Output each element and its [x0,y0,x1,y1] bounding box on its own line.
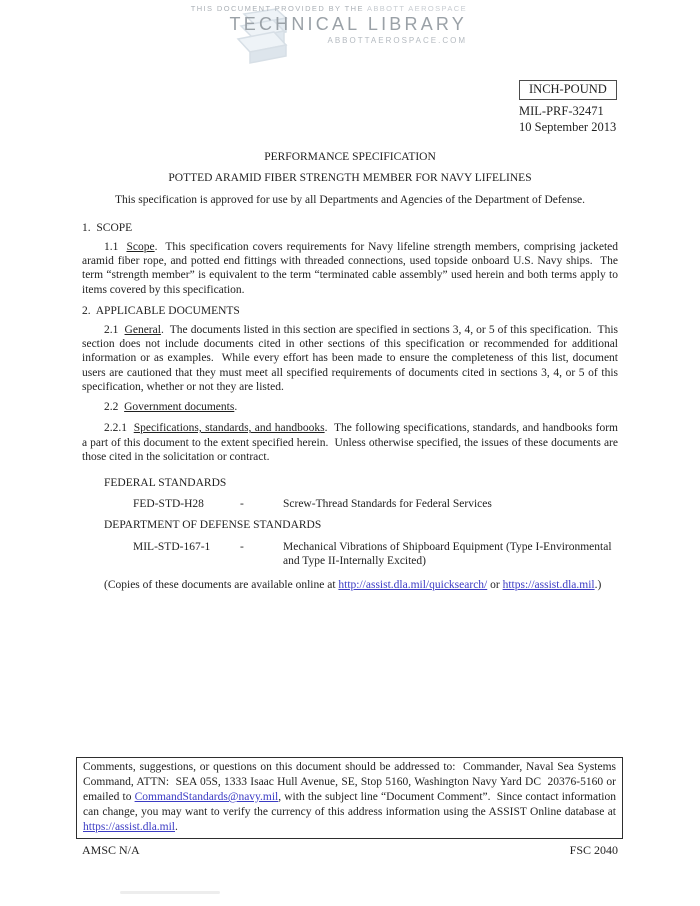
comment-text-before-email: Comments, suggestions, or questions on this document should be addressed to: Commander, Naval Sea Systems Command, ATTN: SEA 05S, 1333 Isaac Hull Avenue, SE, Stop 5160, Washington Navy Yard DC 20376-5160 or emailed to [83,761,619,803]
para-number: 2.1 [104,323,125,336]
availability-conjunction: or [487,579,503,592]
para-number: 1.1 [104,240,127,253]
standard-name: FED-STD-H28 [133,497,204,510]
watermark-provided-line [191,4,467,13]
para-number: 2.2.1 [104,422,134,435]
comment-box [76,757,623,839]
comment-closing-period: . [175,821,178,833]
standard-row-mil-std-167-1 [133,540,618,569]
footer-row [82,843,618,858]
standard-title: Mechanical Vibrations of Shipboard Equipment (Type I-Environmental and Type II-Internally Excited) [283,540,612,567]
footer-amsc: AMSC N/A [82,843,140,857]
para-body-text: . The following specifications, standards, and handbooks form a part of this document to the extent specified herein. Unless otherwise specified, the issues of these documents are those cited in the solicitation or contract. [82,422,621,463]
availability-prefix: (Copies of these documents are available online at [104,579,339,592]
standard-row-fed-std-h28 [133,497,618,511]
para-lead-underlined: Specifications, standards, and handbooks [133,422,325,435]
para-body-text: . The documents listed in this section are specified in sections 3, 4, or 5 of this specification. This section does not include documents cited in other sections of this specification or recommended for additional information or as examples. While every effort has been made to ensure the completeness of this list, document users are cautioned that they must meet all specified requirements of documents cited in sections 3, 4, or 5 of this specification, whether or not they are listed. [82,323,621,394]
standard-separator: - [240,497,244,510]
assist-database-link[interactable]: https://assist.dla.mil [83,821,176,833]
standard-title: Screw-Thread Standards for Federal Services [283,497,492,510]
document-number: MIL-PRF-32471 [519,103,604,118]
document-title: POTTED ARAMID FIBER STRENGTH MEMBER FOR NAVY LIFELINES [168,172,532,185]
footer-fsc: FSC 2040 [569,843,618,857]
watermark-library-title: TECHNICAL LIBRARY [229,14,467,34]
email-link[interactable]: CommandStandards@navy.mil [134,791,279,803]
para-body-text: . [234,400,238,413]
approval-statement: This specification is approved for use by all Departments and Agencies of the Department of Defense. [114,193,586,206]
scan-artifact [120,891,220,894]
quicksearch-link[interactable]: http://assist.dla.mil/quicksearch/ [338,579,488,592]
assist-link[interactable]: https://assist.dla.mil [502,579,595,592]
para-number: 2.2 [104,400,125,413]
paragraph-government-documents [82,400,618,414]
federal-standards-heading: FEDERAL STANDARDS [104,477,227,490]
para-lead-underlined: Government documents [124,400,235,413]
section-heading-scope: 1. SCOPE [82,222,133,235]
paragraph-specs-standards-handbooks [82,421,621,464]
document-id-block [519,80,617,134]
standard-name: MIL-STD-167-1 [133,540,211,553]
spec-type-title: PERFORMANCE SPECIFICATION [264,151,436,163]
comment-text-after-email: , with the subject line “Document Comment”. Since contact information can change, you may want to verify the currency of this address information using the ASSIST Online database at [83,791,619,818]
para-lead-underlined: Scope [126,240,155,253]
watermark-header [191,4,467,45]
para-body-text: . This specification covers requirements for Navy lifeline strength members, comprising jacketed aramid fiber rope, and potted end fittings with threaded connections, used topside onboard U.S. Navy ships. The term “strength member” is equivalent to the term “terminated cable assembly” used herein and both terms apply to items covered by this specification. [82,240,621,296]
watermark-provided-prefix: THIS DOCUMENT PROVIDED BY THE [190,4,364,13]
watermark-provided-brand: ABBOTT AEROSPACE [366,4,467,13]
paragraph-scope [82,240,621,298]
watermark-site-url: ABBOTTAEROSPACE.COM [327,36,467,45]
inch-pound-badge: INCH-POUND [519,80,617,100]
availability-suffix: .) [594,579,602,592]
document-date: 10 September 2013 [519,120,617,134]
availability-note [104,578,618,592]
standard-separator: - [240,540,244,553]
section-heading-applicable-documents: 2. APPLICABLE DOCUMENTS [82,305,240,318]
dod-standards-heading: DEPARTMENT OF DEFENSE STANDARDS [104,519,322,532]
paragraph-general [82,323,621,395]
para-lead-underlined: General [124,323,161,336]
document-body [82,150,621,593]
